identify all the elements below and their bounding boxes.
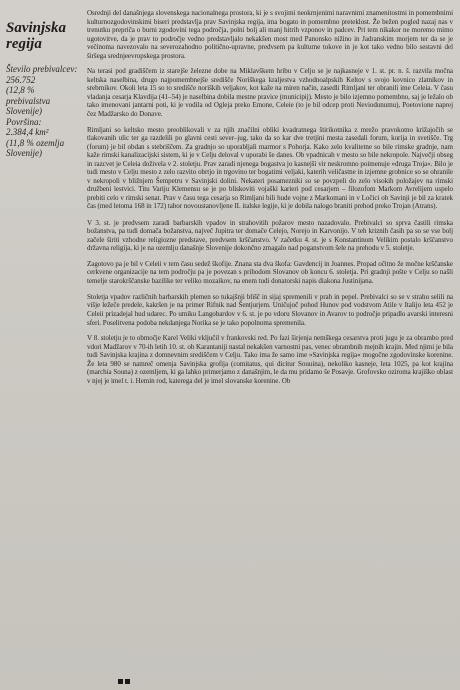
title-line-2: regija bbox=[6, 36, 42, 52]
stat-line: 256.752 bbox=[6, 74, 36, 85]
marker-block bbox=[125, 679, 130, 684]
paragraph: Stoletja vpadov različnih barbarskih plemen so tukajšnji blišč in sijaj spremenili v prah in pepel. Prebivalci so se v strahu selili na višje ležeče predele, kakršen je na primer Rifnik nad Šentjurjem. Uničujoč pohod Hunov pod vodstvom Atile v Italijo leta 452 je Celeii prizadejal hud udarec. Po umiku Langobardov v 6. st. je po vdoru Slovanov in Avarov to področje pripadlo avarski interesni sferi. Poselitvena podoba nekdanjega Norika se je tako popolnoma spremenila. bbox=[87, 292, 453, 327]
stat-line: Število prebivalcev: bbox=[6, 64, 78, 74]
marker-block bbox=[118, 679, 123, 684]
paragraph: Zagotovo pa je bil v Celeii v tem času sedež škofije. Znana sta dva škofa: Gavdencij in Joannes. Propad očitno že močne krščanske cerkvene organizacije na tem področju pa je povezan s prihodom Slovanov ob koncu 6. stoletja. Pri gradnji pošte v Celju so našli temelje starokrščanske bazilike ter veliko mozaikov, na enem tudi donatorski napis diakona Justinijana. bbox=[87, 259, 453, 285]
paragraph: Rimljani so keltsko mesto preoblikovali v za njih značilni obliki kvadratnega štirikotnika z mrežo pravokotno križajočih se tlakovanih ulic ter ga razdelili po glavni cesti sever–jug, tako da so kar dve tretjini mesta zasedali forum, kurija in svetišče. Trg (forum) je bil obdan s stebriščem. Za gradnjo so uporabljali marmor s Pohorja. Kako zelo kvalitetne so bile rimske gradnje, nam kaže rimski kanalizacijski sistem, ki je v Celju deloval v uporabi še danes. Ob vpadnicah v mesto so bile nekropole. Največji obseg in razcvet je Celeia doživela v 2. stoletju. Prav zaradi njenega bogastva jo kasnejši vir neskromno poimenuje »druga Troja«. Bilo je tudi mesto v Celju mesto z zelo razvito obrtjo in trgovino ter bogatimi veljaki, katerih veličastne in izjemne grobnice so se ohranile v nekropoli v bližnjem Šempetru v Savinjski dolini. Nekateri posamezniki so se povzpeli do zelo visokih položajev na rimski družbeni lestvici. Titu Variju Klemensu se je po bliskoviti vojaški karieri pod cesarjem – filozofom Markom Avrelijem uspelo prebiti celo v rimski senat. Prav v času tega cesarja so Rimljani bili hude vojne z Markomani in v Ločici ob Savinji je bil za kratek čas (med letoma 168 in 172) tabor novoustanovljene II. italske legije, ki je dobila nalogo braniti prehod preko Trojan (Atrans). bbox=[87, 125, 453, 211]
stat-line: (12,8 % prebivalstva bbox=[6, 85, 51, 106]
title-line-1: Savinjska bbox=[6, 20, 67, 36]
paragraph: V 3. st. je predvsem zaradi barbarskih vpadov in strahovitih požarov mesto nazadovalo. Prebivalci so sprva častili rimska božanstva, pa tudi domača božanstva, največ Jupitra ter domače Celejo, Norejo in Karvonijo. V teh kriznih časih pa so se vse bolj začele širiti vzhodne religiozne predstave, predvsem krščanstvo. V začetku 4. st. je s Konstantinom Velikim postalo krščanstvo državna religija, ki je na ozemlju današnje Slovenije dokončno zmagalo nad poganstvom šele na prehodu v 5. stoletje. bbox=[87, 218, 453, 253]
page-marker-icon bbox=[118, 679, 130, 684]
paragraph: Na terasi pod gradiščem iz starejše železne dobe na Miklavškem hribu v Celju se je najkasneje v 1. st. pr. n. š. razvila močna keltska naselbina, drugo najpomembnejše središče Noriškega kraljestva vzhodnoalpskih Keltov s svojo kovnico zlatnikov in srebrnikov. Okoli leta 15 so to središče noriških veljakov, kot kaže na miren način, zasedli Rimljani ter obranili ime Celeia. V času vladanja cesarja Klavdija (41–54) je naselbina dobila mestne pravice (municipij). Mesto je bilo izjemno pomembno, saj je ležalo ob tako imenovani jantarni poti, ki je vodila od Ogleja preko Emone, Celeie (to je bil odcep proti Neviodunumu), Poetovione naprej čez Madžarsko do Donave. bbox=[87, 67, 453, 119]
region-title bbox=[6, 20, 78, 52]
paragraph: V 8. stoletju je to območje Karel Veliki vključil v frankovski red. Po fazi širjenja nemškega cesarstva proti jugu je za obrambo pred vdori Madžarov v 70-ih letih 10. st. ob Karantaniji nastal nekakšen varnostni pas, venec obrambnih mejnih krajin. Med njimi je bila tudi Savinjska krajina z domnevnim središčem v Celju. Tako ima že samo ime »Savinjska regija« mogočne zgodovinske korenine. Že leta 980 se namreč omenja Savinjska grofija (comitatus, qui dicitur Souuina), nekoliko kasneje, leta 1025, pa kot krajina (marchia Souna) z ozemljem, ki ga lahko primerjamo z današnjim, le da mu pridamo še Posavje. Grofovsko oziroma krajiško oblast v njej je imel t. i. Hemin rod, katerega del je imel slovanske korenine. Ob bbox=[87, 334, 453, 385]
stat-line: Površina: bbox=[6, 116, 42, 127]
paragraph: Osrednji del današnjega slovenskega nacionalnega prostora, ki je s svojimi neokrnjenimi naravnimi znamenitostmi in pomembnimi kulturnozgodovinskimi biseri predstavlja prav Savinjska regija, ima bogato in pomembno preteklost. Že bežen pogled nazaj nas v trenutku prepriča o burni zgodovini tega področja, polni bolj ali manj hitrih vzponov in padcev. Pri tem nikakor ne moremo mimo ugotovitve, da je prav to področje vedno predstavljalo nekakšen most med Panonsko nižino in Jadranskim morjem ter da se je večinoma navezovalo na severozahodno politično-upravne, predvsem pa kulturne tokove in je kot tako vedno bilo sestavni del širšega srednjeevropskega prostora. bbox=[87, 9, 453, 60]
stat-line: Slovenije) bbox=[6, 106, 42, 116]
sidebar bbox=[6, 20, 78, 159]
stat-line: (11,8 % ozemlja bbox=[6, 137, 65, 148]
stat-line: 2.384,4 km² bbox=[6, 127, 49, 137]
stat-line: Slovenije) bbox=[6, 148, 42, 158]
main-text bbox=[87, 9, 453, 392]
